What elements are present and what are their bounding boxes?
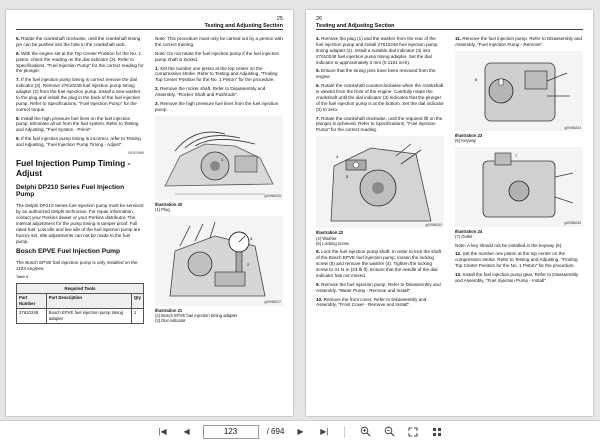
delphi-text: The Delphi DP210 Series fuel injection pump must be serviced by an authorized Delphi technician. For repair information, contact your Perkins dealer or your Perkins distributor. The internal adjustment for the pump timing is tamper proof. Full rated fuel: Low idle and low idle of the fuel injection pump are factory set. Idle adjustments can not be made to the fuel pump. <box>16 203 144 244</box>
pump-timing-illustration <box>155 216 283 306</box>
left-column <box>16 36 144 324</box>
page-navigation-toolbar <box>0 420 600 442</box>
engine-illustration <box>155 116 283 200</box>
table-header: Part Number <box>17 293 47 308</box>
current-page-input[interactable]: 123 <box>203 425 259 439</box>
svg-text:2: 2 <box>247 261 250 267</box>
figure-id: g00986240 <box>425 222 442 227</box>
svg-text:5: 5 <box>346 174 349 180</box>
svg-text:1: 1 <box>221 156 224 162</box>
locking-screw-illustration <box>316 136 444 228</box>
step-item: 10. Remove the front cover. Refer to Disassembly and Assembly, "Front Cover - Remove and Install". <box>316 296 427 308</box>
divider <box>344 426 345 438</box>
illustration-caption: Illustration 24 (7) Outlet <box>455 228 483 240</box>
figure-id: g00986244 <box>564 125 581 130</box>
step-item: 7. If the fuel injection pump timing is correct remove the dial indicator (3). Remove 27610248 fuel injection pump timing adapter (2) from the fuel injection pump. Install a new washer to the plug and install the plug in the back of the fuel injection pump. Refer to Specifications, "Fuel Injection Pump" for the correct torque. <box>16 77 141 112</box>
bosch-text: The Bosch EPVE fuel injection pump is only installed on the 1104 engines. <box>16 260 138 272</box>
table-header: Part Description <box>46 293 131 308</box>
figure-id: g00986245 <box>564 221 581 226</box>
note: Note: This procedure must only be carried out by a person with the correct training. <box>155 36 283 47</box>
next-page-icon[interactable]: ▶ <box>297 427 304 436</box>
previous-page-icon[interactable]: ◀ <box>183 427 190 436</box>
outlet-illustration <box>455 147 583 227</box>
last-page-icon[interactable]: ▶| <box>320 427 329 436</box>
table-label: Table 8 <box>16 275 29 280</box>
illustration-caption: Illustration 23 (6) Keyway <box>455 132 483 144</box>
table-row: 27610248 Bosch EPVE fuel injection pump timing adapter 1 <box>17 308 144 323</box>
step-item: 3. Remove the high pressure fuel lines from the fuel injection pump. <box>155 100 279 112</box>
right-column <box>455 36 583 287</box>
left-page <box>6 10 293 416</box>
step-item: 12. Set the number one piston at the top center on the compression stroke. Refer to Testing and Adjusting, "Finding Top Center Position for the No. 1 Piston" for the procedure. <box>455 251 578 269</box>
svg-text:4: 4 <box>336 154 339 160</box>
page-header <box>16 16 283 30</box>
grid-view-icon[interactable] <box>429 424 445 440</box>
step-item: 1. Set the number one piston at the top center on the compression stroke. Refer to Testing and Adjusting, "Finding Top Center Position for the No. 1 Piston" for the procedure. <box>155 65 278 83</box>
step-item: 9. Remove the fuel injection pump. Refer to Disassembly and Assembly, "Water Pump - Remove and Install". <box>316 281 441 293</box>
illustration-caption: Illustration 22 (4) Washer (5) Locking screw <box>316 230 349 247</box>
svg-text:6: 6 <box>475 76 478 82</box>
table-header: Qty <box>131 293 143 308</box>
svg-text:3: 3 <box>250 235 253 241</box>
figure-id: g00986228 <box>264 194 281 199</box>
heading-adjust: Fuel Injection Pump Timing - Adjust <box>16 158 131 178</box>
step-item: 8. Install the high pressure fuel lines on the fuel injection pump. Eliminate all air from the fuel system. Refer to Testing and Adjusting, "Fuel System - Prime". <box>16 115 139 133</box>
page-number: 26 <box>316 16 323 22</box>
step-item: 8. Lock the fuel injection pump shaft. In order to lock the shaft of the Bosch EPVE fuel injection pump, loosen the locking screw (5) and remove the washer (4). Tighten the locking screw to 31 N·m (23 lb ft). Ensure that the needle of the dial indicator has not moved. <box>316 249 442 278</box>
zoom-out-icon[interactable] <box>381 424 397 440</box>
first-page-icon[interactable]: |◀ <box>158 427 167 436</box>
svg-text:7: 7 <box>515 152 518 158</box>
note: Note: Do not rotate the fuel injection pump if the fuel injection pump shaft is locked. <box>155 50 280 62</box>
heading-delphi: Delphi DP210 Series Fuel Injection Pump <box>16 183 125 199</box>
right-column <box>155 36 283 327</box>
figure-id: g00986227 <box>264 300 281 305</box>
step-item: 9. If the fuel injection pump timing is incorrect, refer to Testing and Adjusting, "Fuel Injection Pump Timing - Adjust". <box>16 136 141 147</box>
right-page <box>306 10 593 416</box>
note: Note: A key should not be installed in the keyway (6). <box>455 242 563 248</box>
step-item: 11. Remove the fuel injection pump. Refer to Disassembly and Assembly, "Fuel Injection Pump - Remove". <box>455 36 582 47</box>
doc-ref: i01907665 <box>128 150 144 155</box>
section-title: Testing and Adjusting Section <box>204 23 283 29</box>
required-tools-table <box>16 283 144 324</box>
section-title: Testing and Adjusting Section <box>316 23 395 29</box>
step-item: 4. Remove the plug (1) and the washer from the rear of the fuel injection pump and install 27610248 fuel injection pump timing adapter (2). Install a suitable dial indicator (3) into 27610248 fuel injection pump timing adapter. Set the dial indicator to approximately 3 mm (0.1181 inch). <box>316 36 438 65</box>
step-item: 13. Install the fuel injection pump gear. Refer to Disassembly and Assembly, "Fuel Injection Pump - Install". <box>455 272 579 283</box>
illustration-caption: Illustration 21 (2) Bosch EPVE fuel injection timing adapter (3) Dial indicator <box>155 307 238 324</box>
step-item: 2. Remove the rocker shaft. Refer to Disassembly and Assembly, "Rocker Shaft and Pushrods". <box>155 86 266 97</box>
step-item: 6. With the engine set at the Top Center Position for the No. 1 piston, check the reading on the dial indicator (3). Refer to Specifications, "Fuel Injection Pump" for the correct reading for the plunger. <box>16 50 144 74</box>
fullscreen-icon[interactable] <box>405 424 421 440</box>
table-title: Required Tools <box>17 284 144 294</box>
step-item: 7. Rotate the crankshaft clockwise, until the required lift on the plunger is achieved. Refer to Specifications, "Fuel Injection Pump" for the correct reading. <box>316 115 443 133</box>
heading-bosch: Bosch EPVE Fuel Injection Pump <box>16 248 121 256</box>
step-item: 6. Rotate the crankshaft counterclockwise when the crankshaft is viewed from the front of the engine. Carefully rotate the crankshaft until the dial indicator (3) indicates that the plunger of the fuel injection pump is at the bottom. Set the dial indicator (3) to zero. <box>316 83 444 112</box>
keyway-illustration <box>455 51 583 131</box>
step-item: 5. Rotate the crankshaft clockwise, until the crankshaft timing pin can be pushed into the hole in the crankshaft web. <box>16 36 141 47</box>
illustration-caption: Illustration 20 (1) Plug <box>155 201 183 213</box>
step-item: 5. Ensure that the timing pins have been removed from the engine. <box>316 68 436 80</box>
left-column <box>316 36 444 311</box>
zoom-in-icon[interactable] <box>357 424 373 440</box>
total-pages: / 694 <box>266 427 285 436</box>
page-header <box>316 16 583 30</box>
page-number: 25 <box>276 16 283 22</box>
